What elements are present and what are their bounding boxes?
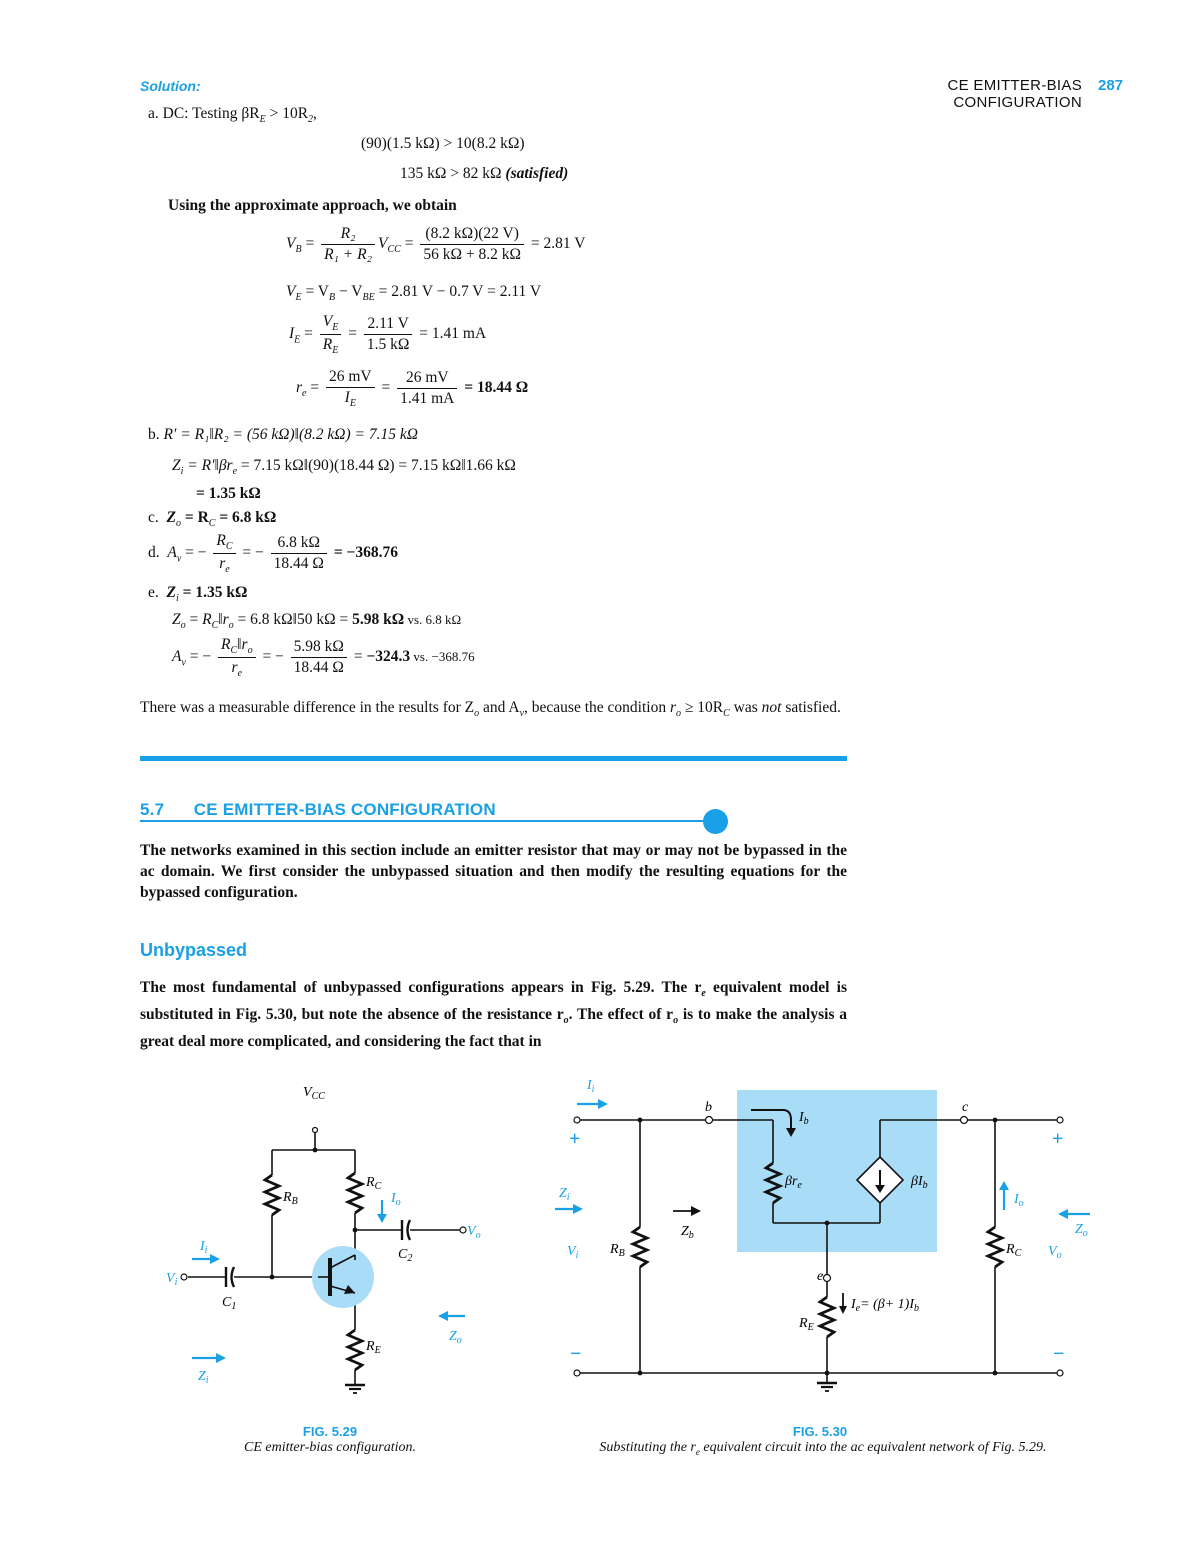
beta-re-label: $\beta r_e$ <box>785 1174 802 1191</box>
ie-arrow-icon <box>839 1306 847 1314</box>
part-b-label: b. <box>148 426 160 443</box>
part-c-label: c. <box>148 509 159 526</box>
re-resistor <box>348 1330 362 1370</box>
re-resistor <box>820 1297 834 1337</box>
c2-label: $C_2$ <box>398 1247 413 1264</box>
rc-label: $R_C$ <box>1006 1242 1022 1259</box>
eq-text: = 2.81 V − 0.7 V = 2.11 V <box>374 283 542 300</box>
frac-den: 18.44 Ω <box>293 659 344 677</box>
conclusion-text: , because the condition <box>524 699 667 716</box>
ib-label: $I_b$ <box>799 1110 809 1127</box>
part-e-line2: $Z_o$ = $R_C‖r_o = 6.8$ kΩ‖50 kΩ = 5.98 kΩ vs. 6.8 kΩ <box>172 611 462 632</box>
node-b-label: b <box>705 1100 712 1115</box>
section-title: CE EMITTER-BIAS CONFIGURATION <box>193 800 496 819</box>
part-a-intro-text: > 10R <box>265 105 309 122</box>
body-text: . The effect of r <box>568 1006 674 1024</box>
eq-result: 5.98 kΩ <box>352 611 405 628</box>
frac-den: R <box>322 336 333 354</box>
eq-text: = 6.8 kΩ <box>215 509 277 526</box>
zo-label: $Z_o$ <box>1075 1222 1088 1239</box>
zo-arrow-icon <box>1058 1209 1068 1219</box>
frac-num: 5.98 kΩ <box>291 638 347 658</box>
input-minus-sign: − <box>570 1343 582 1365</box>
zb-arrow-icon <box>691 1206 701 1216</box>
eq-text: = 1.35 kΩ <box>178 584 248 601</box>
eq-result: = 2.81 V <box>530 235 586 253</box>
part-b-line3: = 1.35 kΩ <box>196 485 261 502</box>
fig-5-30-number: FIG. 5.30 <box>792 1424 848 1439</box>
equation-ve: $V_E = V_B - V_{BE} = 2.81$ V − 0.7 V = 2.11 V <box>286 283 542 304</box>
rc-resistor <box>348 1173 362 1213</box>
frac-num: (8.2 kΩ)(22 V) <box>420 225 524 245</box>
eq-text: = 6.8 kΩ‖50 kΩ = <box>233 611 353 628</box>
running-head-line1: CE EMITTER-BIAS <box>947 77 1082 94</box>
eq-text: = 7.15 kΩ‖(90)(18.44 Ω) = 7.15 kΩ‖1.66 kΩ <box>237 457 516 474</box>
output-plus-sign: + <box>1052 1128 1064 1150</box>
conclusion-text: There was a measurable difference in the results for Z <box>140 699 475 716</box>
re-label: $R_E$ <box>366 1339 381 1356</box>
section-heading <box>140 800 496 820</box>
rb-resistor <box>265 1175 279 1215</box>
frac-den: 1.41 mA <box>400 390 455 408</box>
subscript: CC <box>387 244 401 256</box>
test-inequality-2-text: 135 kΩ > 82 kΩ <box>400 165 506 182</box>
conclusion-emphasis: not <box>761 699 782 716</box>
body-text: is to make the analysis a great deal more complicated, and considering the fact that in <box>140 1006 847 1051</box>
body-text: The most fundamental of unbypassed configurations appears in Fig. 5.29. The r <box>140 979 702 996</box>
frac-num: R <box>221 636 231 653</box>
ii-label: $I_i$ <box>200 1239 208 1256</box>
io-label: $I_o$ <box>391 1191 401 1208</box>
part-b-text: R′ = R₁‖R₂ = (56 kΩ)‖(8.2 kΩ) = 7.15 kΩ <box>163 426 418 443</box>
part-d-line: d. $A_v$ = − $\frac{R_C}{r_e}$ = − $\frac{6.8 k\Omega}{18.44 \Omega}$ = −368.76 <box>148 532 398 576</box>
fraction: $\frac{V_E}{R_E}$ <box>320 313 342 356</box>
ie-label: $I_e= (\beta+ 1)I_b$ <box>851 1297 919 1314</box>
eq-symbol: V <box>286 235 296 253</box>
fig-5-30-caption-text: equivalent circuit into the ac equivalent network of Fig. 5.29. <box>699 1440 1047 1455</box>
re-label: $R_E$ <box>799 1316 814 1333</box>
section-intro-paragraph: The networks examined in this section include an emitter resistor that may or may not be bypassed in the ac domain. We first consider the unbypassed situation and then modify the resulting equations for the bypassed configuration. <box>140 842 847 901</box>
vo-label: $V_o$ <box>467 1224 481 1241</box>
frac-den: r <box>219 555 226 573</box>
zo-arrow-icon <box>438 1311 448 1321</box>
conclusion-text: satisfied. <box>781 699 841 716</box>
page-number: 287 <box>1098 77 1124 94</box>
rc-label: $R_C$ <box>366 1175 382 1192</box>
frac-num: 2.11 V <box>364 315 413 335</box>
vi-label: $V_i$ <box>567 1244 579 1261</box>
part-e-label: e. <box>148 584 159 601</box>
figure-5-30-schematic <box>555 1075 1090 1405</box>
conclusion-text: ≥ 10R <box>681 699 724 716</box>
zb-label: $Z_b$ <box>681 1224 694 1241</box>
zi-arrow-icon <box>573 1204 583 1214</box>
fraction: $\frac{R_C}{r_e}$ <box>213 532 235 575</box>
frac-num: R <box>216 532 226 549</box>
running-head <box>947 77 1082 111</box>
solution-part-a-intro <box>148 104 317 129</box>
fraction <box>271 534 327 573</box>
subscript: 2 <box>308 114 314 126</box>
eq-text: = R <box>180 509 209 526</box>
frac-num: 26 mV <box>326 368 375 388</box>
node-e-label: e <box>817 1269 824 1284</box>
conclusion-text: and A <box>479 699 520 716</box>
ii-arrow-icon <box>210 1254 220 1264</box>
frac-num: 6.8 kΩ <box>271 534 327 554</box>
equation-re: $r_e$ = $\frac{26 mV}{I_E}$ = $\frac{26 mV}{1.41 mA}$ = 18.44 Ω <box>296 368 529 410</box>
fraction <box>364 315 413 354</box>
frac-den: R₁ + R₂ <box>324 246 373 263</box>
part-d-label: d. <box>148 544 160 562</box>
zi-label: $Z_i$ <box>198 1369 209 1386</box>
fraction <box>291 638 347 677</box>
eq-result: = −368.76 <box>333 544 398 562</box>
output-minus-sign: − <box>1053 1343 1065 1365</box>
part-a-intro-text: DC: Testing βR <box>162 105 260 122</box>
body-text: equivalent model is substituted in Fig. 5.30, but note the absence of the resistance r <box>140 979 847 1024</box>
part-a-intro-text: , <box>313 105 317 122</box>
section-divider-rule <box>140 756 847 761</box>
eq-text: = R′‖βr <box>183 457 233 474</box>
re-model-highlight-box <box>737 1090 937 1252</box>
rb-resistor <box>633 1227 647 1267</box>
input-plus-sign: + <box>569 1128 581 1150</box>
vcc-label: $V_{CC}$ <box>303 1085 325 1102</box>
fraction: $\frac{R_C‖r_o}{r_e}$ <box>218 636 256 679</box>
vi-label: $V_i$ <box>166 1271 178 1288</box>
part-e-line1: e. $Z_i = 1.35$ kΩ <box>148 584 248 605</box>
beta-ib-label: $\beta I_b$ <box>911 1174 928 1191</box>
subscript: E <box>259 114 266 126</box>
c1-label: $C_1$ <box>222 1295 237 1312</box>
fraction <box>397 369 457 408</box>
eq-result: −324.3 <box>366 648 411 666</box>
eq-text: − V <box>335 283 363 300</box>
part-a-label: a. <box>148 105 159 122</box>
frac-den: 56 kΩ + 8.2 kΩ <box>423 246 521 263</box>
part-e-line3: $A_v$ = − $\frac{R_C‖r_o}{r_e}$ = − $\frac{5.98 k\Omega}{18.44 \Omega}$ = −324.3 vs. −368.76 <box>172 636 475 680</box>
fraction <box>420 225 524 264</box>
eq-text: vs. 6.8 kΩ <box>404 612 462 627</box>
frac-den: r <box>231 659 238 677</box>
approx-approach-text: Using the approximate approach, we obtain <box>168 197 457 214</box>
subsection-heading: Unbypassed <box>140 940 248 960</box>
subsection-body-paragraph: The most fundamental of unbypassed configurations appears in Fig. 5.29. The $r_e$ equivalent model is substituted in Fig. 5.30, but note the absence of the resistance $r_o$. The effect of $r_o$ is to make the analysis a great deal more complicated, and considering the fact that in <box>140 979 847 1051</box>
section-underline <box>140 820 712 822</box>
eq-result: = 18.44 Ω <box>464 379 529 397</box>
io-arrow-icon <box>377 1214 387 1223</box>
equation-vb: $V_B$ = $\frac{\text{R₂}}{\text{R₁ + R₂}}$ $V_{CC}$ = $\frac{(8.2 k\Omega)(22 V)}{56 k\Omega + 8.2 k\Omega}$ = 2.81 V <box>286 225 586 263</box>
ii-label: $I_i$ <box>587 1078 595 1095</box>
eq-text: = V <box>305 283 329 300</box>
test-inequality-2 <box>400 164 568 183</box>
fig-5-30-caption-text: Substituting the r <box>599 1440 696 1455</box>
fig-5-29-caption: CE emitter-bias configuration. <box>244 1440 416 1455</box>
eq-symbol: V <box>378 235 388 253</box>
frac-num: V <box>322 313 333 330</box>
conclusion-paragraph: There was a measurable difference in the results for $Z_o$ and $A_v$, because the condition $r_o \ge 10R_C$ was not satisfied. <box>140 699 841 720</box>
solution-label: Solution: <box>140 78 201 94</box>
rb-label: $R_B$ <box>283 1190 298 1207</box>
vo-label: $V_o$ <box>1048 1244 1062 1261</box>
part-c-line: c. $Z_o = R_C = 6.8$ kΩ <box>148 509 277 530</box>
satisfied-note: (satisfied) <box>505 165 569 182</box>
test-inequality-1: (90)(1.5 kΩ) > 10(8.2 kΩ) <box>361 135 525 152</box>
conclusion-text: was <box>729 699 762 716</box>
subscript: B <box>295 244 302 256</box>
section-marker-dot <box>703 809 728 834</box>
frac-num: 26 mV <box>397 369 457 389</box>
ii-arrow-icon <box>598 1099 608 1109</box>
eq-result: = 1.41 mA <box>419 325 487 343</box>
fig-5-30-caption: Substituting the $r_e$ equivalent circuit into the ac equivalent network of Fig. 5.29. <box>599 1440 1047 1457</box>
eq-symbol: Z <box>172 457 181 474</box>
io-label: $I_o$ <box>1014 1192 1024 1209</box>
fig-5-29-number: FIG. 5.29 <box>302 1424 358 1439</box>
section-number: 5.7 <box>140 800 165 819</box>
zi-arrow-icon <box>216 1353 226 1363</box>
frac-num: R₂ <box>321 225 375 245</box>
frac-den: I <box>344 389 350 406</box>
io-arrow-icon <box>999 1181 1009 1190</box>
zo-label: $Z_o$ <box>449 1329 462 1346</box>
fraction <box>321 225 375 264</box>
frac-den: 18.44 Ω <box>273 555 324 573</box>
eq-text: vs. −368.76 <box>410 649 475 665</box>
figure-5-29-schematic <box>160 1080 490 1410</box>
rb-label: $R_B$ <box>610 1242 625 1259</box>
equation-ie: $I_E$ = $\frac{V_E}{R_E}$ = $\frac{2.11 V}{1.5 k\Omega}$ = 1.41 mA <box>289 313 487 357</box>
fraction: $\frac{26 mV}{I_E}$ <box>326 368 375 409</box>
frac-den: 1.5 kΩ <box>366 336 410 354</box>
running-head-line2: CONFIGURATION <box>953 94 1082 111</box>
part-b-line2: $Z_i$ = $R'‖\beta r_e = 7.15$ kΩ‖(90)(18.44 Ω) = 7.15 kΩ‖1.66 kΩ <box>172 457 516 478</box>
node-c-label: c <box>962 1100 969 1115</box>
rc-resistor <box>988 1227 1002 1267</box>
part-b-line1 <box>148 425 418 444</box>
zi-label: $Z_i$ <box>559 1186 570 1203</box>
